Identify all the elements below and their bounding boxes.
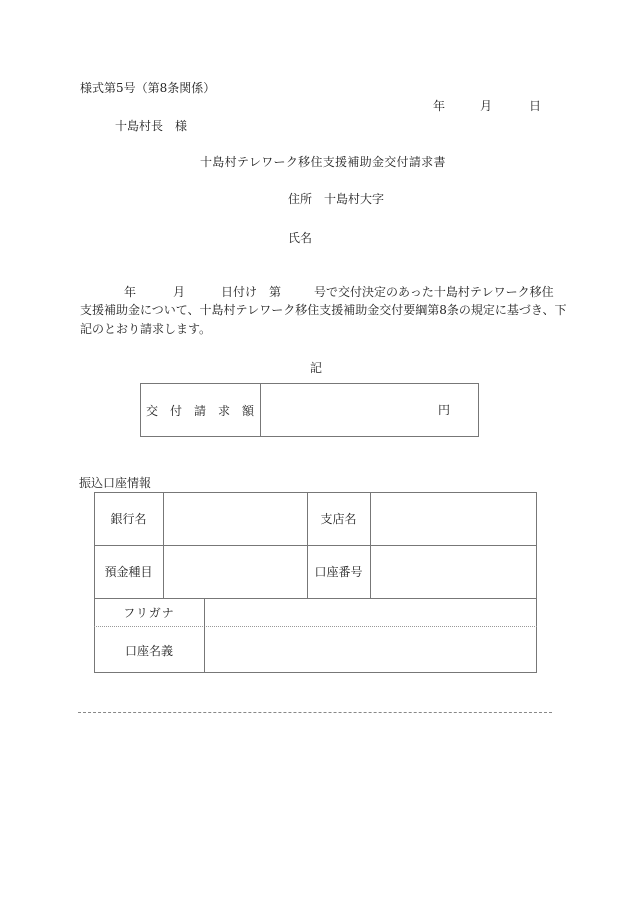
body-day-number: 日付け 第	[221, 285, 282, 299]
ki-label: 記	[310, 361, 323, 375]
account-number-label: 口座番号	[314, 565, 363, 579]
furigana-field[interactable]	[205, 599, 535, 625]
furigana-label: フリガナ	[123, 605, 175, 620]
address-label: 住所 十島村大字	[288, 192, 385, 206]
body-month: 月	[173, 285, 186, 299]
amount-field[interactable]	[262, 385, 432, 435]
date-year: 年	[433, 99, 446, 113]
amount-divider	[260, 383, 261, 437]
branch-name-label: 支店名	[320, 512, 357, 526]
bank-section-heading: 振込口座情報	[79, 476, 152, 490]
cut-line	[78, 712, 552, 713]
form-number: 様式第5号（第8条関係）	[80, 81, 216, 95]
account-number-field[interactable]	[371, 546, 535, 597]
addressee: 十島村長 様	[115, 119, 188, 133]
account-holder-field[interactable]	[205, 628, 535, 672]
bank-name-label: 銀行名	[110, 512, 147, 526]
name-label: 氏名	[288, 231, 313, 245]
body-year: 年	[124, 285, 137, 299]
branch-name-field[interactable]	[371, 493, 535, 544]
body-line3: 記のとおり請求します。	[80, 322, 212, 336]
amount-unit: 円	[438, 403, 451, 417]
account-type-field[interactable]	[164, 546, 306, 597]
document-title: 十島村テレワーク移住支援補助金交付請求書	[200, 155, 446, 169]
body-line2: 支援補助金について、十島村テレワーク移住支援補助金交付要綱第8条の規定に基づき、下	[80, 303, 567, 317]
amount-label: 交 付 請 求 額	[145, 403, 254, 418]
account-type-label: 預金種目	[104, 565, 153, 579]
account-holder-label: 口座名義	[124, 643, 173, 658]
body-line1-rest: 号で交付決定のあった十島村テレワーク移住	[314, 285, 554, 299]
date-day: 日	[529, 99, 542, 113]
bank-name-field[interactable]	[164, 493, 306, 544]
date-month: 月	[480, 99, 493, 113]
